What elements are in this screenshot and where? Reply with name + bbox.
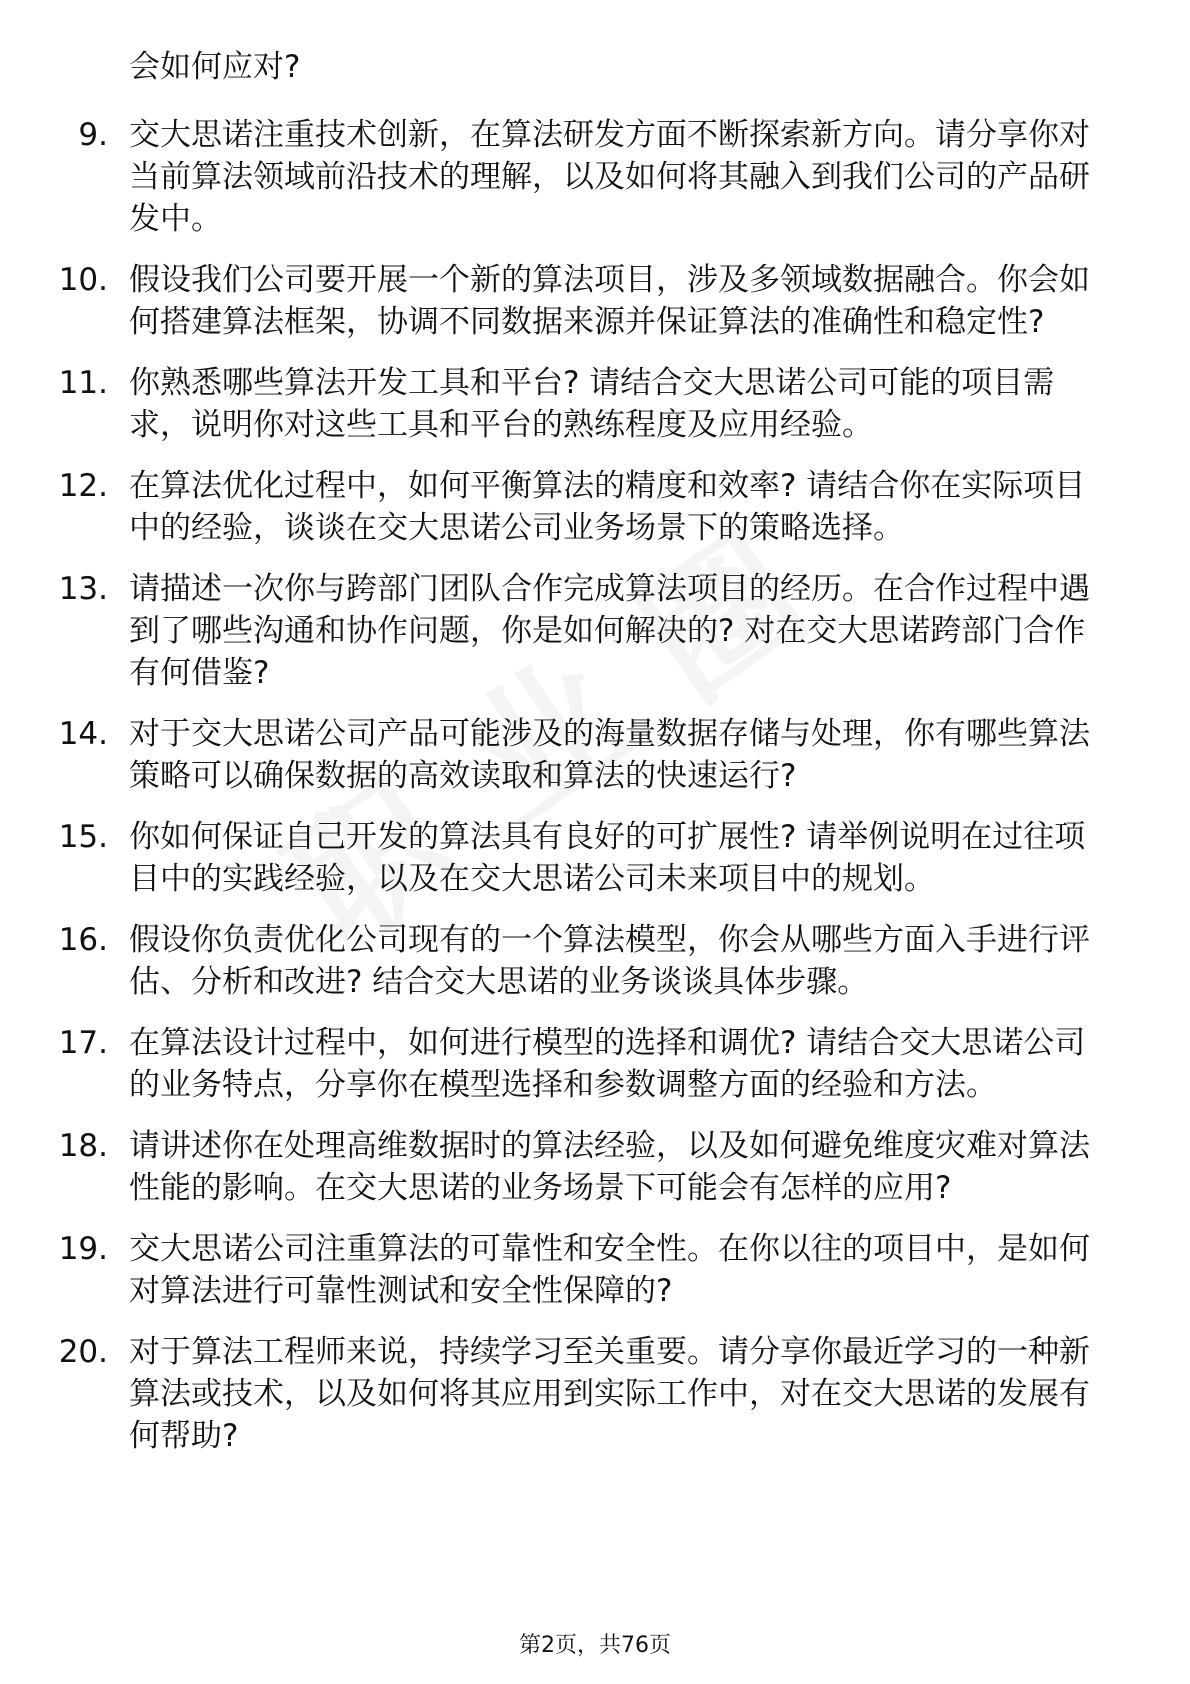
question-text: 请讲述你在处理高维数据时的算法经验，以及如何避免维度灾难对算法性能的影响。在交大思诺的业务场景下可能会有怎样的应用? (129, 1128, 1090, 1206)
question-number: 16. (58, 922, 108, 958)
question-number: 15. (58, 819, 108, 855)
question-item (0, 1228, 1190, 1312)
question-item (0, 114, 1190, 240)
question-list (0, 114, 1190, 1476)
question-item (0, 259, 1190, 343)
question-number: 10. (58, 262, 108, 298)
question-text: 在算法设计过程中，如何进行模型的选择和调优? 请结合交大思诺公司的业务特点，分享你在模型选择和参数调整方面的经验和方法。 (129, 1025, 1086, 1103)
question-text: 假设我们公司要开展一个新的算法项目，涉及多领域数据融合。你会如何搭建算法框架，协调不同数据来源并保证算法的准确性和稳定性? (129, 262, 1090, 340)
question-item (0, 1022, 1190, 1106)
question-text: 假设你负责优化公司现有的一个算法模型，你会从哪些方面入手进行评估、分析和改进? 结合交大思诺的业务谈谈具体步骤。 (129, 922, 1090, 1000)
question-item (0, 568, 1190, 694)
question-item (0, 465, 1190, 549)
question-text: 对于交大思诺公司产品可能涉及的海量数据存储与处理，你有哪些算法策略可以确保数据的高效读取和算法的快速运行? (129, 716, 1090, 794)
page-footer: 第2页，共76页 (519, 1633, 671, 1658)
question-text: 在算法优化过程中，如何平衡算法的精度和效率? 请结合你在实际项目中的经验，谈谈在交大思诺公司业务场景下的策略选择。 (129, 468, 1086, 546)
question-item (0, 713, 1190, 797)
question-number: 19. (58, 1231, 108, 1267)
continuation-text: 会如何应对? (129, 49, 301, 85)
question-number: 12. (58, 468, 108, 504)
question-text: 你熟悉哪些算法开发工具和平台? 请结合交大思诺公司可能的项目需求，说明你对这些工具和平台的熟练程度及应用经验。 (129, 365, 1055, 443)
question-text: 交大思诺注重技术创新，在算法研发方面不断探索新方向。请分享你对当前算法领域前沿技术的理解，以及如何将其融入到我们公司的产品研发中。 (129, 117, 1090, 237)
question-number: 18. (58, 1128, 108, 1164)
question-text: 交大思诺公司注重算法的可靠性和安全性。在你以往的项目中，是如何对算法进行可靠性测试和安全性保障的? (129, 1231, 1090, 1309)
question-number: 11. (58, 365, 108, 401)
question-number: 9. (78, 117, 108, 153)
question-item (0, 362, 1190, 446)
question-number: 13. (58, 571, 108, 607)
question-number: 17. (58, 1025, 108, 1061)
question-item (0, 1125, 1190, 1209)
question-item (0, 1331, 1190, 1457)
question-item (0, 816, 1190, 900)
question-number: 20. (58, 1334, 108, 1370)
question-number: 14. (58, 716, 108, 752)
question-text: 你如何保证自己开发的算法具有良好的可扩展性? 请举例说明在过往项目中的实践经验，以及在交大思诺公司未来项目中的规划。 (129, 819, 1086, 897)
question-text: 请描述一次你与跨部门团队合作完成算法项目的经历。在合作过程中遇到了哪些沟通和协作问题，你是如何解决的? 对在交大思诺跨部门合作有何借鉴? (129, 571, 1090, 691)
question-item (0, 919, 1190, 1003)
question-text: 对于算法工程师来说，持续学习至关重要。请分享你最近学习的一种新算法或技术，以及如何将其应用到实际工作中，对在交大思诺的发展有何帮助? (129, 1334, 1090, 1454)
